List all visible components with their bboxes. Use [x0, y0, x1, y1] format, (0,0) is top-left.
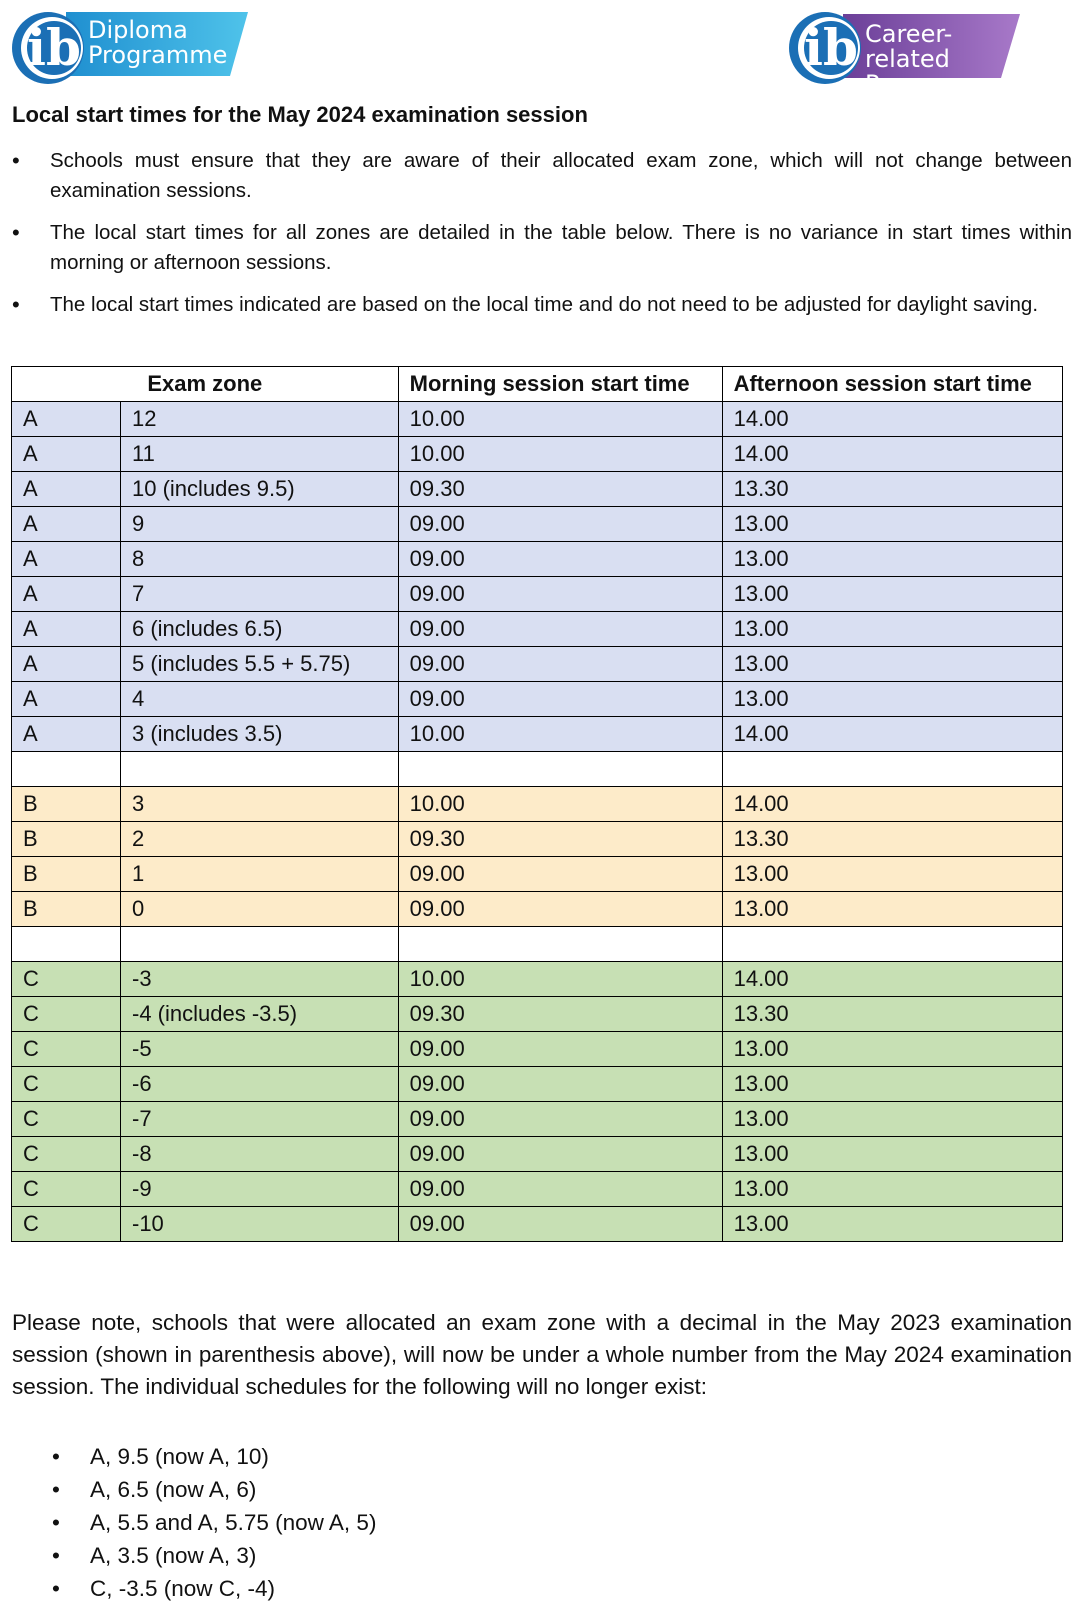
- zone-offset-cell: 9: [121, 507, 399, 542]
- zone-group-cell: A: [12, 717, 121, 752]
- afternoon-time-cell: 14.00: [722, 962, 1062, 997]
- zone-offset-cell: 6 (includes 6.5): [121, 612, 399, 647]
- zone-group-cell: A: [12, 577, 121, 612]
- zone-group-cell: C: [12, 1032, 121, 1067]
- zone-offset-cell: -7: [121, 1102, 399, 1137]
- zone-group-cell: C: [12, 997, 121, 1032]
- table-row: [12, 962, 1063, 997]
- zone-group-cell: A: [12, 437, 121, 472]
- morning-time-cell: 09.00: [398, 857, 722, 892]
- zone-offset-cell: -10: [121, 1207, 399, 1242]
- zone-group-cell: C: [12, 1207, 121, 1242]
- afternoon-time-cell: 13.00: [722, 1102, 1062, 1137]
- afternoon-time-cell: 13.30: [722, 822, 1062, 857]
- header-afternoon-start: Afternoon session start time: [722, 367, 1062, 402]
- zone-offset-cell: 1: [121, 857, 399, 892]
- table-spacer-row: [12, 752, 1063, 787]
- table-row: [12, 437, 1063, 472]
- afternoon-time-cell: 13.00: [722, 612, 1062, 647]
- logo-right-line2: Programme: [865, 70, 1005, 98]
- table-row: [12, 472, 1063, 507]
- zone-group-cell: B: [12, 822, 121, 857]
- table-row: [12, 647, 1063, 682]
- zone-offset-cell: -3: [121, 962, 399, 997]
- zone-offset-cell: 10 (includes 9.5): [121, 472, 399, 507]
- afternoon-time-cell: 14.00: [722, 402, 1062, 437]
- logo-right-line1: Career-related: [865, 20, 953, 73]
- afternoon-time-cell: [722, 752, 1062, 787]
- morning-time-cell: 09.00: [398, 1102, 722, 1137]
- morning-time-cell: 09.00: [398, 507, 722, 542]
- morning-time-cell: [398, 927, 722, 962]
- afternoon-time-cell: 13.00: [722, 682, 1062, 717]
- zone-offset-cell: 5 (includes 5.5 + 5.75): [121, 647, 399, 682]
- table-row: [12, 822, 1063, 857]
- zone-group-cell: B: [12, 787, 121, 822]
- morning-time-cell: 10.00: [398, 717, 722, 752]
- zone-offset-cell: 7: [121, 577, 399, 612]
- afternoon-time-cell: 14.00: [722, 437, 1062, 472]
- morning-time-cell: 09.30: [398, 822, 722, 857]
- zone-group-cell: A: [12, 647, 121, 682]
- page-title: Local start times for the May 2024 examination session: [12, 102, 588, 127]
- morning-time-cell: 10.00: [398, 787, 722, 822]
- morning-time-cell: 09.00: [398, 682, 722, 717]
- header-morning-start: Morning session start time: [398, 367, 722, 402]
- afternoon-time-cell: 13.00: [722, 1067, 1062, 1102]
- zone-group-cell: B: [12, 857, 121, 892]
- table-row: [12, 892, 1063, 927]
- discontinued-zone-item: • A, 5.5 and A, 5.75 (now A, 5): [52, 1506, 376, 1539]
- decimal-zone-note: Please note, schools that were allocated an exam zone with a decimal in the May 2023 examination session (shown in parenthesis above), will now be under a whole number from the May 2024 examination session. The individual schedules for the following will no longer exist:: [12, 1310, 1072, 1399]
- table-row: [12, 1137, 1063, 1172]
- table-row: [12, 542, 1063, 577]
- zone-group-cell: A: [12, 402, 121, 437]
- table-row: [12, 402, 1063, 437]
- morning-time-cell: 10.00: [398, 402, 722, 437]
- morning-time-cell: 09.00: [398, 1137, 722, 1172]
- zone-offset-cell: 12: [121, 402, 399, 437]
- zone-group-cell: C: [12, 1102, 121, 1137]
- zone-offset-cell: [121, 752, 399, 787]
- morning-time-cell: 09.00: [398, 1032, 722, 1067]
- afternoon-time-cell: 13.00: [722, 1172, 1062, 1207]
- zone-offset-cell: -9: [121, 1172, 399, 1207]
- discontinued-zone-item: • A, 9.5 (now A, 10): [52, 1440, 376, 1473]
- morning-time-cell: 09.00: [398, 1172, 722, 1207]
- morning-time-cell: 09.00: [398, 1207, 722, 1242]
- afternoon-time-cell: 13.00: [722, 1137, 1062, 1172]
- table-row: [12, 997, 1063, 1032]
- afternoon-time-cell: 13.00: [722, 892, 1062, 927]
- zone-group-cell: A: [12, 507, 121, 542]
- logo-left-line2: Programme: [88, 41, 228, 69]
- svg-text:ib: ib: [27, 18, 81, 77]
- morning-time-cell: 09.30: [398, 997, 722, 1032]
- table-row: [12, 787, 1063, 822]
- afternoon-time-cell: 13.00: [722, 577, 1062, 612]
- svg-text:ib: ib: [804, 18, 858, 77]
- zone-group-cell: C: [12, 1137, 121, 1172]
- zone-group-cell: A: [12, 682, 121, 717]
- morning-time-cell: 09.00: [398, 647, 722, 682]
- morning-time-cell: [398, 752, 722, 787]
- morning-time-cell: 09.00: [398, 577, 722, 612]
- zone-offset-cell: 4: [121, 682, 399, 717]
- morning-time-cell: 09.00: [398, 612, 722, 647]
- intro-bullet-list: [12, 146, 1072, 332]
- zone-offset-cell: 11: [121, 437, 399, 472]
- ib-career-related-programme-logo: [785, 10, 1035, 98]
- intro-bullet: • The local start times indicated are based on the local time and do not need to be adjusted for daylight saving.: [12, 290, 1072, 320]
- zone-offset-cell: -4 (includes -3.5): [121, 997, 399, 1032]
- discontinued-zone-list: [52, 1440, 376, 1605]
- zone-group-cell: [12, 752, 121, 787]
- table-row: [12, 1207, 1063, 1242]
- afternoon-time-cell: [722, 927, 1062, 962]
- zone-offset-cell: 3 (includes 3.5): [121, 717, 399, 752]
- zone-group-cell: [12, 927, 121, 962]
- table-body: [12, 402, 1063, 1242]
- afternoon-time-cell: 13.00: [722, 1207, 1062, 1242]
- morning-time-cell: 09.00: [398, 892, 722, 927]
- table-header-row: [12, 367, 1063, 402]
- discontinued-zone-item: • A, 6.5 (now A, 6): [52, 1473, 376, 1506]
- table-row: [12, 857, 1063, 892]
- morning-time-cell: 10.00: [398, 437, 722, 472]
- afternoon-time-cell: 13.00: [722, 507, 1062, 542]
- table-row: [12, 577, 1063, 612]
- zone-group-cell: A: [12, 472, 121, 507]
- afternoon-time-cell: 13.00: [722, 647, 1062, 682]
- zone-offset-cell: 0: [121, 892, 399, 927]
- table-row: [12, 717, 1063, 752]
- discontinued-zone-item: • C, -3.5 (now C, -4): [52, 1572, 376, 1605]
- zone-group-cell: C: [12, 962, 121, 997]
- zone-offset-cell: -8: [121, 1137, 399, 1172]
- morning-time-cell: 10.00: [398, 962, 722, 997]
- zone-offset-cell: -5: [121, 1032, 399, 1067]
- table-row: [12, 1102, 1063, 1137]
- table-row: [12, 1067, 1063, 1102]
- table-row: [12, 682, 1063, 717]
- zone-offset-cell: 3: [121, 787, 399, 822]
- table-row: [12, 1172, 1063, 1207]
- afternoon-time-cell: 13.30: [722, 997, 1062, 1032]
- zone-group-cell: A: [12, 612, 121, 647]
- afternoon-time-cell: 13.30: [722, 472, 1062, 507]
- zone-offset-cell: -6: [121, 1067, 399, 1102]
- zone-group-cell: B: [12, 892, 121, 927]
- afternoon-time-cell: 13.00: [722, 542, 1062, 577]
- zone-offset-cell: 2: [121, 822, 399, 857]
- afternoon-time-cell: 14.00: [722, 717, 1062, 752]
- table-row: [12, 507, 1063, 542]
- intro-bullet: • Schools must ensure that they are aware of their allocated exam zone, which will not change between examination sessions.: [12, 146, 1072, 206]
- zone-group-cell: A: [12, 542, 121, 577]
- ib-diploma-programme-logo: [8, 10, 258, 85]
- logo-left-line1: Diploma: [88, 16, 188, 44]
- exam-zone-start-times-table: [11, 366, 1063, 1242]
- zone-group-cell: C: [12, 1172, 121, 1207]
- zone-offset-cell: 8: [121, 542, 399, 577]
- header-exam-zone: Exam zone: [12, 367, 399, 402]
- morning-time-cell: 09.30: [398, 472, 722, 507]
- afternoon-time-cell: 13.00: [722, 1032, 1062, 1067]
- afternoon-time-cell: 13.00: [722, 857, 1062, 892]
- table-spacer-row: [12, 927, 1063, 962]
- morning-time-cell: 09.00: [398, 542, 722, 577]
- afternoon-time-cell: 14.00: [722, 787, 1062, 822]
- intro-bullet: • The local start times for all zones are detailed in the table below. There is no variance in start times within morning or afternoon sessions.: [12, 218, 1072, 278]
- table-row: [12, 1032, 1063, 1067]
- morning-time-cell: 09.00: [398, 1067, 722, 1102]
- table-row: [12, 612, 1063, 647]
- zone-offset-cell: [121, 927, 399, 962]
- zone-group-cell: C: [12, 1067, 121, 1102]
- discontinued-zone-item: • A, 3.5 (now A, 3): [52, 1539, 376, 1572]
